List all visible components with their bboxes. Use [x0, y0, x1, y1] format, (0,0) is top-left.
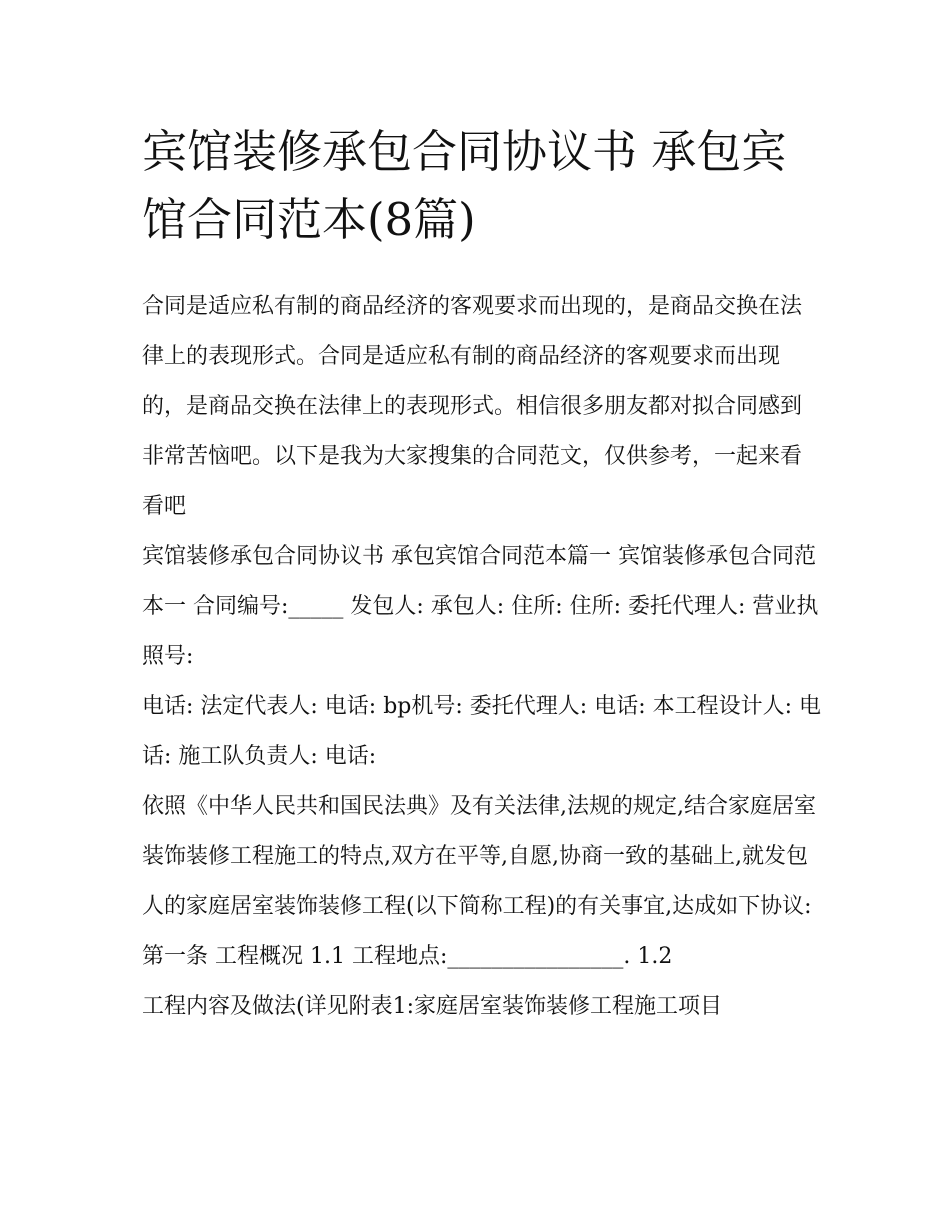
document-title: 宾馆装修承包合同协议书 承包宾馆合同范本(8篇) — [142, 125, 787, 246]
paragraph-intro: 合同是适应私有制的商品经济的客观要求而出现的，是商品交换在法律上的表现形式。合同是适应私有制的商品经济的客观要求而出现的，是商品交换在法律上的表现形式。相信很多朋友都对拟合同感到非常苦恼吧。以下是我为大家搜集的合同范文，仅供参考，一起来看看吧 — [142, 294, 803, 519]
paragraph-article-one: 第一条 工程概况 1.1 工程地点:________________. 1.2 — [142, 944, 673, 969]
paragraph-contact-info: 电话: 法定代表人: 电话: bp机号: 委托代理人: 电话: 本工程设计人: 电话: 施工队负责人: 电话: — [142, 694, 822, 769]
paragraph-work-content: 工程内容及做法(详见附表1:家庭居室装饰装修工程施工项目 — [142, 994, 722, 1019]
document-body — [142, 282, 822, 1032]
paragraph-contract-header: 宾馆装修承包合同协议书 承包宾馆合同范本篇一 宾馆装修承包合同范本一 合同编号:_____ 发包人: 承包人: 住所: 住所: 委托代理人: 营业执照号: — [142, 544, 819, 669]
paragraph-legal-basis: 依照《中华人民共和国民法典》及有关法律,法规的规定,结合家庭居室装饰装修工程施工的特点,双方在平等,自愿,协商一致的基础上,就发包人的家庭居室装饰装修工程(以下简称工程)的有关事宜,达成如下协议: — [142, 794, 816, 919]
